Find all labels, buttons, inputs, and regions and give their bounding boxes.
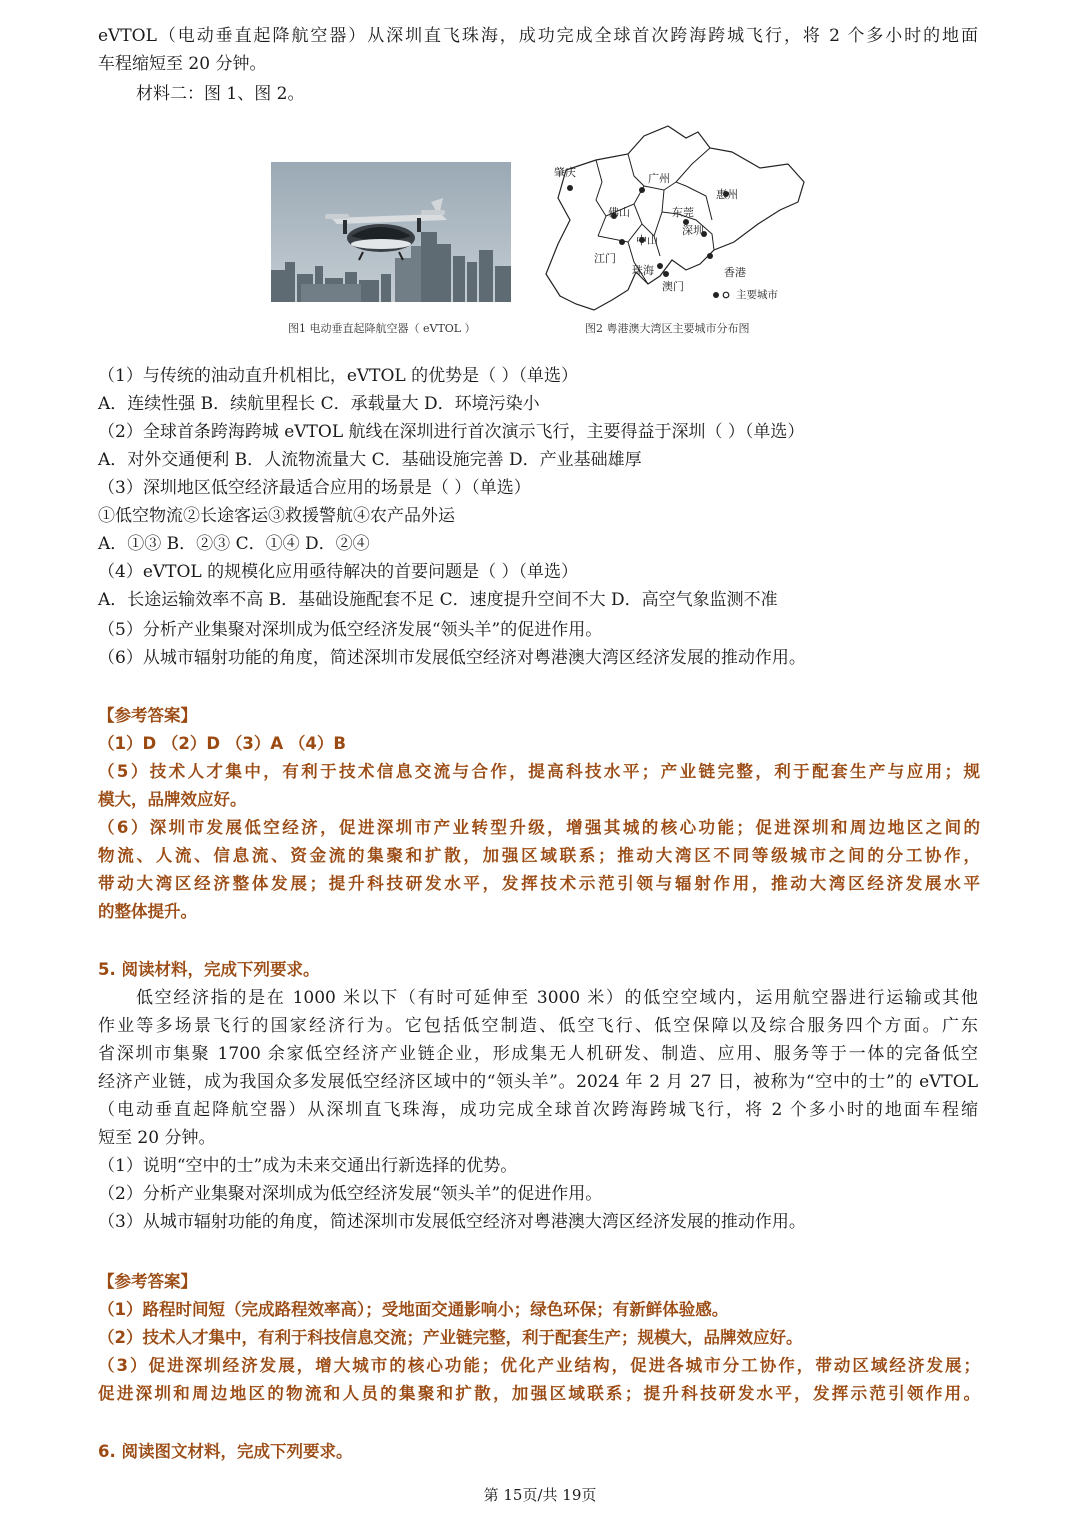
- answer-6-line-2: 物流、人流、信息流、资金流的集聚和扩散，加强区域联系；推动大湾区不同等级城市之间的分工协作，: [98, 846, 980, 865]
- answer-6-line-3: 带动大湾区经济整体发展；提升科技研发水平，发挥技术示范引领与辐射作用，推动大湾区经济发展水平: [98, 874, 980, 893]
- figure-2-caption: 图2 粤港澳大湾区主要城市分布图: [585, 322, 750, 335]
- answer-q5-2: （2）技术人才集中，有利于科技信息交流；产业链完整，利于配套生产；规模大，品牌效应好。: [98, 1328, 803, 1347]
- answer-heading-2: 【参考答案】: [98, 1272, 197, 1291]
- q5-material-line-3: 省深圳市集聚 1700 余家低空经济产业链企业，形成集无人机研发、制造、应用、服务等于一体的完备低空: [98, 1044, 978, 1064]
- q5-item-3: （3）从城市辐射功能的角度，简述深圳市发展低空经济对粤港澳大湾区经济发展的推动作用。: [98, 1212, 806, 1232]
- q4-item-2: （2）全球首条跨海跨城 eVTOL 航线在深圳进行首次演示飞行，主要得益于深圳（ ）（单选）: [98, 422, 805, 442]
- q5-material-line-1: 低空经济指的是在 1000 米以下（有时可延伸至 3000 米）的低空空域内，运用航空器进行运输或其他: [136, 988, 978, 1008]
- evtol-photo: [271, 162, 511, 302]
- question-6-title: 6. 阅读图文材料，完成下列要求。: [98, 1442, 353, 1461]
- map-label-hongkong: 香港: [724, 266, 746, 279]
- answer-q5-3-line-2: 促进深圳和周边地区的物流和人员的集聚和扩散，加强区域联系；提升科技研发水平，发挥示范引领作用。: [98, 1384, 980, 1403]
- legend-dot-icon: [713, 292, 719, 298]
- question-5-title: 5. 阅读材料，完成下列要求。: [98, 960, 320, 979]
- answer-mc-1: （1）D （2）D （3）A （4）B: [98, 734, 346, 753]
- intro-line-3: 材料二：图 1、图 2。: [136, 84, 305, 104]
- answer-q5-1: （1）路程时间短（完成路程效率高）；受地面交通影响小；绿色环保；有新鲜体验感。: [98, 1300, 729, 1319]
- map-label-zhongshan: 中山: [636, 234, 658, 247]
- answer-heading-1: 【参考答案】: [98, 706, 197, 725]
- map-label-huizhou: 惠州: [716, 188, 738, 201]
- map-label-zhuhai: 珠海: [632, 264, 654, 277]
- map-label-jiangmen: 江门: [594, 252, 616, 265]
- q5-material-line-4: 经济产业链，成为我国众多发展低空经济区域中的“领头羊”。2024 年 2 月 27 日，被称为“空中的士”的 eVTOL: [98, 1072, 978, 1092]
- map-label-zhaoqing: 肇庆: [554, 166, 576, 179]
- map-label-shenzhen: 深圳: [682, 224, 704, 237]
- q4-item-2-options: A．对外交通便利 B．人流物流量大 C．基础设施完善 D．产业基础雄厚: [98, 450, 642, 470]
- answer-5-line-2: 模大，品牌效应好。: [98, 790, 247, 809]
- map-label-dongguan: 东莞: [672, 206, 694, 219]
- q4-item-4-options: A．长途运输效率不高 B．基础设施配套不足 C．速度提升空间不大 D．高空气象监测不准: [98, 590, 778, 610]
- intro-line-1: eVTOL（电动垂直起降航空器）从深圳直飞珠海，成功完成全球首次跨海跨城飞行，将 2 个多小时的地面: [98, 26, 978, 46]
- map-label-macao: 澳门: [662, 280, 684, 293]
- q5-item-2: （2）分析产业集聚对深圳成为低空经济发展“领头羊”的促进作用。: [98, 1184, 603, 1204]
- q4-item-1-options: A．连续性强 B．续航里程长 C．承载量大 D．环境污染小: [98, 394, 540, 414]
- q4-item-6: （6）从城市辐射功能的角度，简述深圳市发展低空经济对粤港澳大湾区经济发展的推动作用。: [98, 648, 806, 668]
- intro-line-2: 车程缩短至 20 分钟。: [98, 54, 267, 74]
- q5-material-line-2: 作业等多场景飞行的国家经济行为。它包括低空制造、低空飞行、低空保障以及综合服务四个方面。广东: [98, 1016, 978, 1036]
- answer-5-line-1: （5）技术人才集中，有利于技术信息交流与合作，提高科技水平；产业链完整，利于配套生产与应用；规: [98, 762, 980, 781]
- q4-item-3-options: A．①③ B．②③ C．①④ D．②④: [98, 534, 370, 554]
- q4-item-3: （3）深圳地区低空经济最适合应用的场景是（ ）（单选）: [98, 478, 531, 498]
- page-number-footer: 第 15页/共 19页: [483, 1486, 597, 1504]
- answer-6-line-1: （6）深圳市发展低空经济，促进深圳市产业转型升级，增强其城的核心功能；促进深圳和周边地区之间的: [98, 818, 980, 837]
- legend-circle-icon: [723, 292, 729, 298]
- q4-item-5: （5）分析产业集聚对深圳成为低空经济发展“领头羊”的促进作用。: [98, 620, 603, 640]
- map-label-guangzhou: 广州: [648, 172, 670, 185]
- map-legend-label: 主要城市: [736, 289, 778, 301]
- greater-bay-area-map: [536, 124, 808, 314]
- answer-q5-3-line-1: （3）促进深圳经济发展，增大城市的核心功能；优化产业结构，促进各城市分工协作，带动区域经济发展；: [98, 1356, 980, 1375]
- answer-6-line-4: 的整体提升。: [98, 902, 197, 921]
- map-label-foshan: 佛山: [608, 206, 630, 219]
- q4-item-3-list: ①低空物流②长途客运③救援警航④农产品外运: [98, 506, 455, 526]
- q5-item-1: （1）说明“空中的士”成为未来交通出行新选择的优势。: [98, 1156, 518, 1176]
- q5-material-line-5: （电动垂直起降航空器）从深圳直飞珠海，成功完成全球首次跨海跨城飞行，将 2 个多小时的地面车程缩: [98, 1100, 978, 1120]
- q5-material-line-6: 短至 20 分钟。: [98, 1128, 216, 1148]
- figure-1-caption: 图1 电动垂直起降航空器（ eVTOL ）: [288, 322, 476, 335]
- q4-item-4: （4）eVTOL 的规模化应用亟待解决的首要问题是（ ）（单选）: [98, 562, 579, 582]
- q4-item-1: （1）与传统的油动直升机相比，eVTOL 的优势是（ ）（单选）: [98, 366, 579, 386]
